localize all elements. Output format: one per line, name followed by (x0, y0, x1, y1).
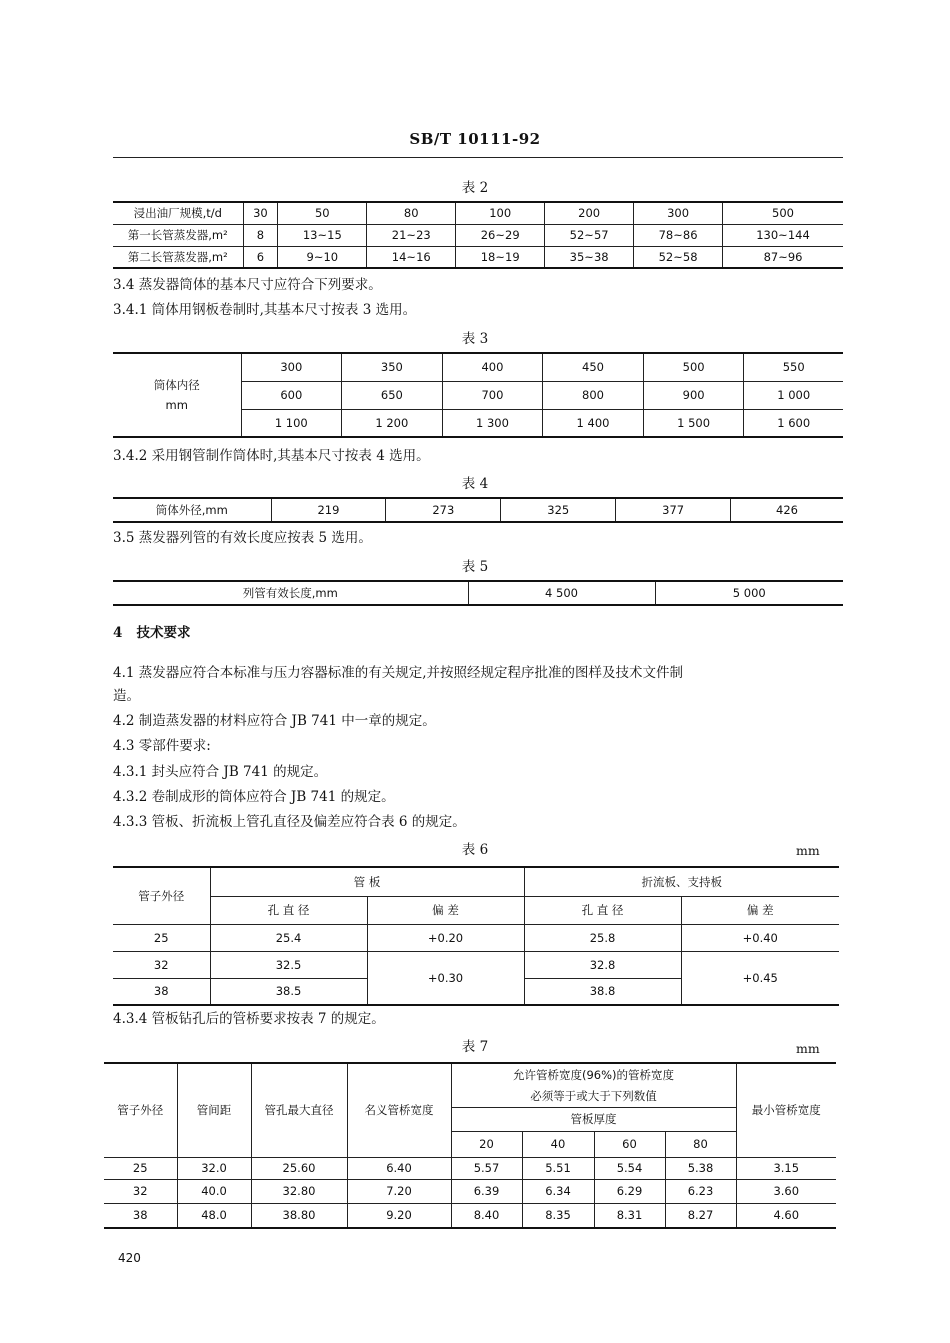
table-cell: 100 (456, 202, 545, 224)
table-cell: 426 (731, 498, 843, 522)
table-cell: 13~15 (278, 224, 367, 246)
table-cell: 5 000 (655, 581, 843, 605)
table-cell: 32.80 (251, 1179, 347, 1203)
table-cell: 1 100 (241, 409, 342, 437)
section-4-3-4: 4.3.4 管板钻孔后的管桥要求按表 7 的规定。 (113, 1011, 385, 1027)
table-row (113, 924, 839, 951)
table-header-cell: 偏 差 (681, 896, 839, 924)
table-cell: 32.0 (177, 1157, 251, 1179)
table-cell: 1 600 (744, 409, 843, 437)
table-header-cell: 管间距 (177, 1063, 251, 1157)
table-cell: 800 (543, 381, 644, 409)
table-cell: 52~58 (634, 246, 723, 268)
table-cell: 32 (113, 951, 210, 978)
table-cell: 6.34 (522, 1179, 594, 1203)
table-cell: 300 (634, 202, 723, 224)
section-4-title: 技术要求 (136, 625, 191, 641)
table7 (104, 1062, 836, 1229)
table-cell: 6.40 (347, 1157, 451, 1179)
table-cell: 4.60 (736, 1203, 836, 1228)
table-cell: 300 (241, 353, 342, 381)
table-header-cell: 偏 差 (367, 896, 524, 924)
page-number: 420 (118, 1251, 141, 1265)
table4-caption: 表 4 (461, 476, 489, 492)
section-4-1-line1: 4.1 蒸发器应符合本标准与压力容器标准的有关规定,并按照经规定程序批准的图样及技术文件制 (113, 665, 684, 681)
table-cell: 80 (367, 202, 456, 224)
section-4-1-line2: 造。 (113, 688, 140, 704)
table-cell: 列管有效长度,mm (113, 581, 468, 605)
section-4-number: 4 (113, 625, 123, 641)
table-row (104, 1203, 836, 1228)
table-cell: 40.0 (177, 1179, 251, 1203)
table-header-cell: 80 (665, 1131, 736, 1157)
table-header-cell: 管孔最大直径 (251, 1063, 347, 1157)
table-cell: +0.20 (367, 924, 524, 951)
table-row (113, 224, 843, 246)
table5 (113, 580, 843, 606)
table-cell: 25.8 (524, 924, 681, 951)
table7-caption: 表 7 (461, 1039, 489, 1055)
table-cell: 6.29 (594, 1179, 665, 1203)
table-cell: 8.40 (451, 1203, 522, 1228)
table-cell: 130~144 (723, 224, 843, 246)
section-4-3: 4.3 零部件要求: (113, 738, 211, 754)
table-cell: 400 (442, 353, 543, 381)
table6 (113, 866, 839, 1006)
table-cell: 8.35 (522, 1203, 594, 1228)
table-cell: 第一长管蒸发器,m² (113, 224, 243, 246)
table-cell: 26~29 (456, 224, 545, 246)
table-header-cell: 必须等于或大于下列数值 (451, 1085, 736, 1107)
table-header-cell: 管子外径 (113, 867, 210, 924)
table-cell: 18~19 (456, 246, 545, 268)
table-cell: 78~86 (634, 224, 723, 246)
table-cell: 5.54 (594, 1157, 665, 1179)
table-cell: 3.15 (736, 1157, 836, 1179)
table-cell: 350 (342, 353, 443, 381)
table-cell: 38.80 (251, 1203, 347, 1228)
table-cell: 6 (243, 246, 278, 268)
table-row (113, 353, 843, 381)
table-row (113, 867, 839, 896)
table6-unit: mm (796, 843, 820, 858)
table-cell: 4 500 (468, 581, 655, 605)
table-row (113, 498, 843, 522)
section-3-4-1: 3.4.1 筒体用钢板卷制时,其基本尺寸按表 3 选用。 (113, 302, 417, 318)
section-4-2: 4.2 制造蒸发器的材料应符合 JB 741 中一章的规定。 (113, 713, 436, 729)
table-row (104, 1179, 836, 1203)
section-3-4: 3.4 蒸发器筒体的基本尺寸应符合下列要求。 (113, 277, 382, 293)
table-cell: 325 (501, 498, 616, 522)
table-row (113, 581, 843, 605)
table-header-cell: 最小管桥宽度 (736, 1063, 836, 1157)
table-cell: 38 (113, 978, 210, 1005)
table-cell: 600 (241, 381, 342, 409)
header-rule (113, 157, 843, 158)
table4 (113, 497, 843, 523)
table-cell: 6.23 (665, 1179, 736, 1203)
table-cell: 1 000 (744, 381, 843, 409)
table-cell: 219 (271, 498, 386, 522)
table-row (113, 896, 839, 924)
table-cell: 8.27 (665, 1203, 736, 1228)
table-cell: 21~23 (367, 224, 456, 246)
table3-label (113, 353, 241, 437)
table-row (113, 202, 843, 224)
table-cell: 48.0 (177, 1203, 251, 1228)
standard-code: SB/T 10111-92 (409, 130, 541, 148)
table-cell: 8 (243, 224, 278, 246)
table-row (104, 1157, 836, 1179)
table-cell: 32.5 (210, 951, 367, 978)
table-cell: 32 (104, 1179, 177, 1203)
table-header-cell: 60 (594, 1131, 665, 1157)
table-cell: 450 (543, 353, 644, 381)
table-header-cell: 孔 直 径 (524, 896, 681, 924)
table-cell: 1 400 (543, 409, 644, 437)
table5-caption: 表 5 (461, 559, 489, 575)
table3-caption: 表 3 (461, 331, 489, 347)
table-row (113, 951, 839, 978)
table-header-cell: 管子外径 (104, 1063, 177, 1157)
section-3-5: 3.5 蒸发器列管的有效长度应按表 5 选用。 (113, 530, 372, 546)
table-cell: 32.8 (524, 951, 681, 978)
table-header-cell: 名义管桥宽度 (347, 1063, 451, 1157)
table-cell: 25.60 (251, 1157, 347, 1179)
table-cell: 377 (616, 498, 731, 522)
table-cell: 1 200 (342, 409, 443, 437)
table-cell: 5.38 (665, 1157, 736, 1179)
table-cell: 38 (104, 1203, 177, 1228)
table-cell: 浸出油厂规模,t/d (113, 202, 243, 224)
table-cell: 第二长管蒸发器,m² (113, 246, 243, 268)
table-cell: 650 (342, 381, 443, 409)
table-cell: 8.31 (594, 1203, 665, 1228)
table-cell: 550 (744, 353, 843, 381)
table-cell: 7.20 (347, 1179, 451, 1203)
table-cell: 1 500 (643, 409, 744, 437)
table2 (113, 201, 843, 269)
table3-label-line2: mm (165, 398, 188, 412)
table-cell: 50 (278, 202, 367, 224)
table-cell: 14~16 (367, 246, 456, 268)
table-cell: 900 (643, 381, 744, 409)
table-header-cell: 20 (451, 1131, 522, 1157)
section-4-heading (113, 623, 843, 643)
table-header-cell: 管 板 (210, 867, 524, 896)
section-4-3-3: 4.3.3 管板、折流板上管孔直径及偏差应符合表 6 的规定。 (113, 814, 466, 830)
table-cell: 52~57 (545, 224, 634, 246)
table3-label-line1: 筒体内径 (153, 378, 200, 392)
table-row (104, 1063, 836, 1085)
table-cell: 25.4 (210, 924, 367, 951)
table-header-cell: 孔 直 径 (210, 896, 367, 924)
table-cell: 200 (545, 202, 634, 224)
table-cell: 6.39 (451, 1179, 522, 1203)
table2-caption: 表 2 (461, 180, 489, 196)
section-3-4-2: 3.4.2 采用钢管制作筒体时,其基本尺寸按表 4 选用。 (113, 448, 430, 464)
section-4-3-2: 4.3.2 卷制成形的筒体应符合 JB 741 的规定。 (113, 789, 395, 805)
table-cell: +0.45 (681, 951, 839, 1005)
table-cell: 1 300 (442, 409, 543, 437)
table-cell: 35~38 (545, 246, 634, 268)
table-cell: 9.20 (347, 1203, 451, 1228)
table-cell: 87~96 (723, 246, 843, 268)
table-cell: 38.5 (210, 978, 367, 1005)
section-4-3-1: 4.3.1 封头应符合 JB 741 的规定。 (113, 764, 328, 780)
table-header-cell: 40 (522, 1131, 594, 1157)
table-header-cell: 折流板、支持板 (524, 867, 839, 896)
table-cell: 25 (104, 1157, 177, 1179)
table-cell: 5.57 (451, 1157, 522, 1179)
table7-unit: mm (796, 1041, 820, 1056)
table-header-cell: 允许管桥宽度(96%)的管桥宽度 (451, 1063, 736, 1085)
table-cell: 30 (243, 202, 278, 224)
table-cell: 500 (723, 202, 843, 224)
table3 (113, 352, 843, 438)
table-cell: 273 (386, 498, 501, 522)
table-cell: 500 (643, 353, 744, 381)
table-cell: 3.60 (736, 1179, 836, 1203)
table-header-cell: 管板厚度 (451, 1107, 736, 1131)
table-cell: 700 (442, 381, 543, 409)
table-cell: 25 (113, 924, 210, 951)
table-cell: +0.30 (367, 951, 524, 1005)
table-cell: 5.51 (522, 1157, 594, 1179)
table6-caption: 表 6 (461, 842, 489, 858)
table-cell: 38.8 (524, 978, 681, 1005)
table-row (113, 246, 843, 268)
table-cell: 9~10 (278, 246, 367, 268)
table-cell: 筒体外径,mm (113, 498, 271, 522)
table-cell: +0.40 (681, 924, 839, 951)
